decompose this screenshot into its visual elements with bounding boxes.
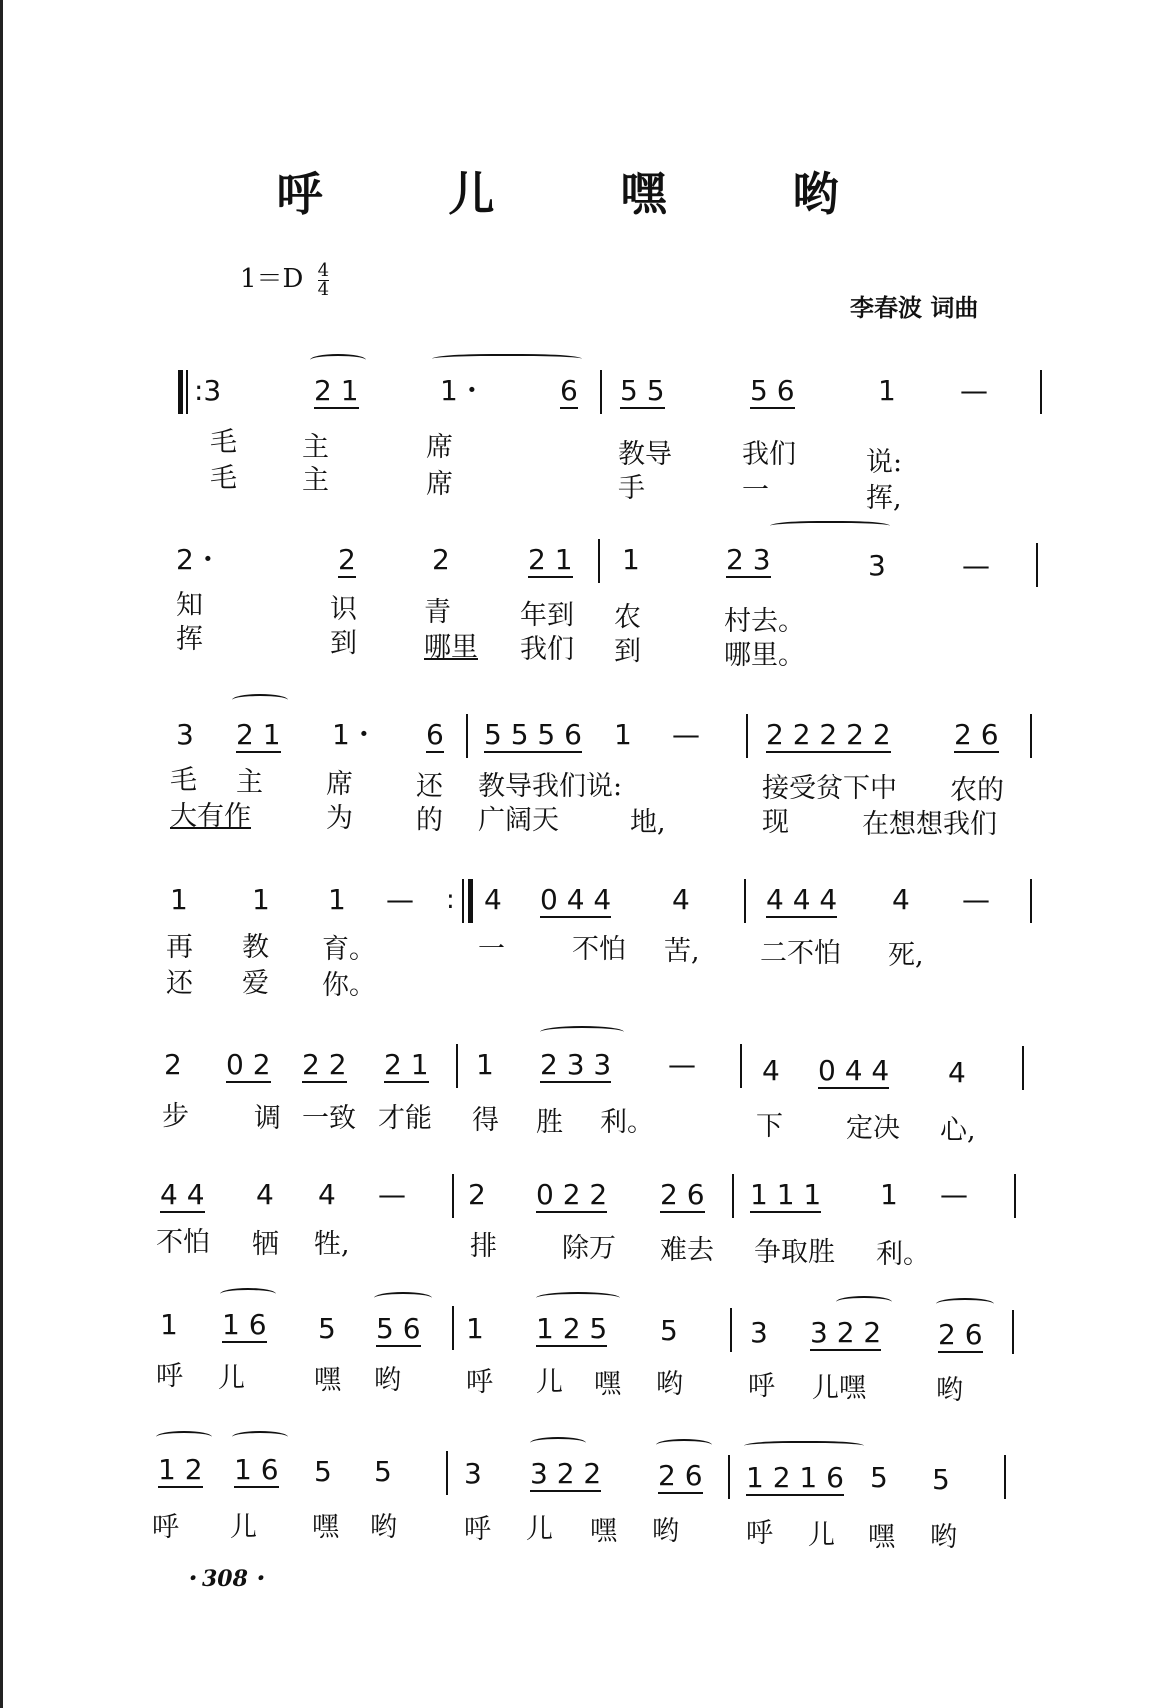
repeat-dots: : bbox=[446, 885, 455, 915]
lyric: 现 bbox=[762, 807, 789, 838]
lyric: 农 bbox=[614, 602, 641, 633]
lyric: 儿嘿 bbox=[812, 1373, 866, 1404]
note-group: 3 bbox=[464, 1457, 482, 1490]
bar-line bbox=[728, 1455, 730, 1499]
repeat-start-bar bbox=[178, 370, 183, 414]
note-group: 1 1 1 bbox=[750, 1178, 822, 1211]
note-group: 4 bbox=[948, 1056, 966, 1089]
bar-line bbox=[186, 370, 188, 414]
note-group: 1 bbox=[170, 883, 188, 916]
note-group: 0 4 4 bbox=[540, 883, 612, 916]
lyric: 胜 bbox=[536, 1107, 563, 1138]
lyric: 识 bbox=[330, 594, 357, 625]
slur bbox=[744, 1441, 864, 1453]
lyric: 还 bbox=[416, 771, 443, 802]
lyric: 呼 bbox=[466, 1367, 493, 1398]
lyric: 呼 bbox=[746, 1518, 773, 1549]
note-group: 0 2 bbox=[226, 1048, 271, 1081]
tie bbox=[770, 521, 890, 533]
lyric: 你。 bbox=[322, 970, 376, 1001]
slur bbox=[156, 1431, 212, 1443]
lyric: 我们 bbox=[742, 439, 796, 470]
lyric: 地, bbox=[630, 807, 666, 838]
note-group: 2 1 bbox=[528, 543, 573, 576]
lyric: 呼 bbox=[156, 1361, 183, 1392]
note-group: :3 bbox=[194, 374, 222, 407]
note-group: 5 5 bbox=[620, 374, 665, 407]
note-group: 1 bbox=[614, 718, 632, 751]
lyric: 死, bbox=[888, 940, 924, 971]
lyric: 调 bbox=[254, 1103, 281, 1134]
song-title: 呼 儿 嘿 哟 bbox=[276, 167, 894, 221]
slur bbox=[232, 694, 288, 706]
note-group: 3 2 2 bbox=[530, 1457, 602, 1490]
lyric: 儿 bbox=[218, 1363, 245, 1394]
note-group: 3 2 2 bbox=[810, 1316, 882, 1349]
lyric: 嘿 bbox=[312, 1512, 339, 1543]
lyric: 儿 bbox=[536, 1367, 563, 1398]
note-group: 6 bbox=[560, 374, 578, 407]
lyric: 难去 bbox=[660, 1235, 714, 1266]
slur bbox=[540, 1026, 624, 1038]
note-group: 4 4 bbox=[160, 1178, 205, 1211]
note-group: 4 bbox=[892, 883, 910, 916]
time-signature bbox=[317, 259, 330, 300]
lyric: 接受贫下中 bbox=[762, 773, 897, 804]
tie bbox=[432, 354, 582, 366]
slur bbox=[536, 1292, 620, 1304]
lyric: 哪里 bbox=[424, 632, 478, 663]
repeat-end-bar bbox=[468, 879, 473, 923]
note-group: 2 1 bbox=[314, 374, 359, 407]
lyric: 争取胜 bbox=[754, 1237, 835, 1268]
note-group: 1 bbox=[880, 1178, 898, 1211]
lyric: 青 bbox=[424, 597, 451, 628]
note-group: 6 bbox=[426, 718, 444, 751]
note-group: 1・ bbox=[332, 718, 378, 751]
note-group: 2 6 bbox=[938, 1318, 983, 1351]
note-dash: — bbox=[386, 883, 414, 916]
page-edge bbox=[0, 0, 3, 1708]
note-group: 5 6 bbox=[376, 1312, 421, 1345]
lyric: 不怕 bbox=[572, 934, 626, 965]
note-group: 5 bbox=[374, 1455, 392, 1488]
lyric: 农的 bbox=[950, 775, 1004, 806]
note-group: 1 6 bbox=[222, 1308, 267, 1341]
credit-line: 李春波 词曲 bbox=[850, 293, 979, 322]
note-dash: — bbox=[378, 1178, 406, 1211]
note-group: 1 bbox=[466, 1312, 484, 1345]
lyric: 不怕 bbox=[156, 1227, 210, 1258]
note-group: 2 1 bbox=[384, 1048, 429, 1081]
slur bbox=[310, 354, 366, 366]
lyric: 教 bbox=[242, 932, 269, 963]
lyric: 毛 bbox=[210, 463, 237, 494]
note-group: 4 bbox=[256, 1178, 274, 1211]
time-denominator: 4 bbox=[317, 278, 330, 300]
note-group: 5 bbox=[660, 1314, 678, 1347]
lyric: 哟 bbox=[374, 1365, 401, 1396]
note-group: 5 6 bbox=[750, 374, 795, 407]
note-group: 2 6 bbox=[954, 718, 999, 751]
note-group: 1 6 bbox=[234, 1453, 279, 1486]
note-group: 2 1 bbox=[236, 718, 281, 751]
lyric: 主 bbox=[236, 767, 263, 798]
note-group: 5 5 5 6 bbox=[484, 718, 582, 751]
bar-line bbox=[1022, 1046, 1024, 1090]
slur bbox=[936, 1298, 994, 1310]
lyric: 二不怕 bbox=[760, 938, 841, 969]
lyric: 哟 bbox=[370, 1512, 397, 1543]
lyric: 儿 bbox=[230, 1512, 257, 1543]
bar-line bbox=[1030, 879, 1032, 923]
time-numerator: 4 bbox=[317, 259, 330, 281]
lyric: 挥 bbox=[176, 624, 203, 655]
bar-line bbox=[452, 1306, 454, 1350]
note-group: 0 2 2 bbox=[536, 1178, 608, 1211]
note-group: 2 6 bbox=[658, 1459, 703, 1492]
note-group: 1 bbox=[328, 883, 346, 916]
slur bbox=[656, 1439, 712, 1451]
lyric: 挥, bbox=[866, 483, 902, 514]
lyric: 还 bbox=[166, 968, 193, 999]
lyric: 席 bbox=[426, 432, 453, 463]
note-group: 2・ bbox=[176, 543, 222, 576]
lyric: 我们 bbox=[520, 634, 574, 665]
lyric: 排 bbox=[470, 1231, 497, 1262]
note-group: 4 bbox=[762, 1054, 780, 1087]
bar-line bbox=[456, 1044, 458, 1088]
page-number: ・308・ bbox=[180, 1566, 270, 1592]
bar-line bbox=[466, 714, 468, 758]
lyric: 呼 bbox=[152, 1512, 179, 1543]
lyric: 步 bbox=[162, 1101, 189, 1132]
note-group: 1 bbox=[878, 374, 896, 407]
lyric: 主 bbox=[302, 432, 329, 463]
bar-line bbox=[1030, 714, 1032, 758]
lyric: 为 bbox=[326, 803, 353, 834]
note-group: 1 2 bbox=[158, 1453, 203, 1486]
lyric: 教导 bbox=[618, 439, 672, 470]
key-prefix: 1＝D bbox=[240, 264, 304, 294]
note-group: 4 bbox=[318, 1178, 336, 1211]
lyric: 大有作 bbox=[170, 801, 251, 832]
lyric: 苦, bbox=[664, 936, 700, 967]
lyric: 主 bbox=[302, 465, 329, 496]
note-group: 2 3 bbox=[726, 543, 771, 576]
key-signature bbox=[240, 258, 329, 299]
bar-line bbox=[730, 1308, 732, 1352]
lyric: 知 bbox=[176, 590, 203, 621]
lyric: 儿 bbox=[526, 1514, 553, 1545]
lyric: 说: bbox=[866, 447, 903, 478]
note-group: 2 2 2 2 2 bbox=[766, 718, 891, 751]
lyric: 才能 bbox=[378, 1103, 432, 1134]
note-group: 2 3 3 bbox=[540, 1048, 612, 1081]
lyric: 教导我们说: bbox=[478, 771, 623, 802]
note-group: 4 bbox=[672, 883, 690, 916]
lyric: 一 bbox=[742, 475, 769, 506]
lyric: 哟 bbox=[652, 1516, 679, 1547]
note-group: 5 bbox=[314, 1455, 332, 1488]
note-dash: — bbox=[962, 549, 990, 582]
bar-line bbox=[462, 879, 464, 923]
lyric: 心, bbox=[940, 1115, 976, 1146]
lyric: 嘿 bbox=[868, 1522, 895, 1553]
note-group: 0 4 4 bbox=[818, 1054, 890, 1087]
lyric: 广阔天 bbox=[478, 805, 559, 836]
bar-line bbox=[1014, 1174, 1016, 1218]
lyric: 育。 bbox=[322, 934, 376, 965]
lyric: 得 bbox=[472, 1105, 499, 1136]
note-dash: — bbox=[668, 1048, 696, 1081]
bar-line bbox=[598, 539, 600, 583]
note-group: 3 bbox=[868, 549, 886, 582]
note-group: 1 bbox=[160, 1308, 178, 1341]
note-group: 2 bbox=[432, 543, 450, 576]
slur bbox=[374, 1292, 432, 1304]
lyric: 到 bbox=[614, 636, 641, 667]
note-dash: — bbox=[672, 718, 700, 751]
lyric: 除万 bbox=[562, 1233, 616, 1264]
bar-line bbox=[1036, 543, 1038, 587]
note-group: 4 4 4 bbox=[766, 883, 838, 916]
note-group: 2 bbox=[468, 1178, 486, 1211]
lyric: 席 bbox=[326, 769, 353, 800]
lyric: 毛 bbox=[210, 427, 237, 458]
lyric: 一致 bbox=[302, 1103, 356, 1134]
note-group: 5 bbox=[870, 1461, 888, 1494]
bar-line bbox=[1040, 370, 1042, 414]
lyric: 的 bbox=[416, 805, 443, 836]
note-group: 1 bbox=[622, 543, 640, 576]
bar-line bbox=[1004, 1455, 1006, 1499]
slur bbox=[220, 1288, 276, 1300]
note-group: 3 bbox=[750, 1316, 768, 1349]
lyric: 嘿 bbox=[314, 1365, 341, 1396]
note-group: 1・ bbox=[440, 374, 486, 407]
slur bbox=[530, 1437, 586, 1449]
slur bbox=[232, 1431, 288, 1443]
lyric: 呼 bbox=[748, 1371, 775, 1402]
bar-line bbox=[740, 1044, 742, 1088]
note-group: 2 6 bbox=[660, 1178, 705, 1211]
lyric: 爱 bbox=[242, 968, 269, 999]
note-dash: — bbox=[960, 374, 988, 407]
lyric: 一 bbox=[478, 934, 505, 965]
lyric: 下 bbox=[756, 1111, 783, 1142]
note-group: 1 2 5 bbox=[536, 1312, 608, 1345]
lyric: 毛 bbox=[170, 765, 197, 796]
bar-line bbox=[446, 1451, 448, 1495]
note-group: 5 bbox=[932, 1463, 950, 1496]
lyric: 呼 bbox=[464, 1514, 491, 1545]
lyric: 牲, bbox=[314, 1229, 350, 1260]
lyric: 嘿 bbox=[590, 1516, 617, 1547]
lyric: 哟 bbox=[936, 1375, 963, 1406]
lyric: 哟 bbox=[930, 1522, 957, 1553]
note-group: 2 bbox=[338, 543, 356, 576]
lyric: 年到 bbox=[520, 600, 574, 631]
note-group: 1 bbox=[252, 883, 270, 916]
lyric: 到 bbox=[330, 628, 357, 659]
note-dash: — bbox=[940, 1178, 968, 1211]
note-group: 1 2 1 6 bbox=[746, 1461, 844, 1494]
note-group: 2 bbox=[164, 1048, 182, 1081]
note-group: 1 bbox=[476, 1048, 494, 1081]
lyric: 手 bbox=[618, 473, 645, 504]
note-group: 2 2 bbox=[302, 1048, 347, 1081]
lyric: 哪里。 bbox=[724, 640, 805, 671]
lyric: 再 bbox=[166, 932, 193, 963]
lyric: 席 bbox=[426, 469, 453, 500]
bar-line bbox=[600, 370, 602, 414]
lyric: 利。 bbox=[600, 1107, 654, 1138]
note-group: 4 bbox=[484, 883, 502, 916]
lyric: 儿 bbox=[808, 1520, 835, 1551]
note-group: 5 bbox=[318, 1312, 336, 1345]
lyric: 牺 bbox=[252, 1229, 279, 1260]
lyric: 村去。 bbox=[724, 606, 805, 637]
bar-line bbox=[1012, 1310, 1014, 1354]
bar-line bbox=[746, 714, 748, 758]
lyric: 哟 bbox=[656, 1369, 683, 1400]
lyric: 定决 bbox=[846, 1113, 900, 1144]
bar-line bbox=[452, 1174, 454, 1218]
note-dash: — bbox=[962, 883, 990, 916]
lyric: 利。 bbox=[876, 1239, 930, 1270]
note-group: 3 bbox=[176, 718, 194, 751]
bar-line bbox=[732, 1174, 734, 1218]
lyric: 嘿 bbox=[594, 1369, 621, 1400]
bar-line bbox=[744, 879, 746, 923]
lyric: 在想想我们 bbox=[862, 809, 997, 840]
slur bbox=[836, 1296, 892, 1308]
